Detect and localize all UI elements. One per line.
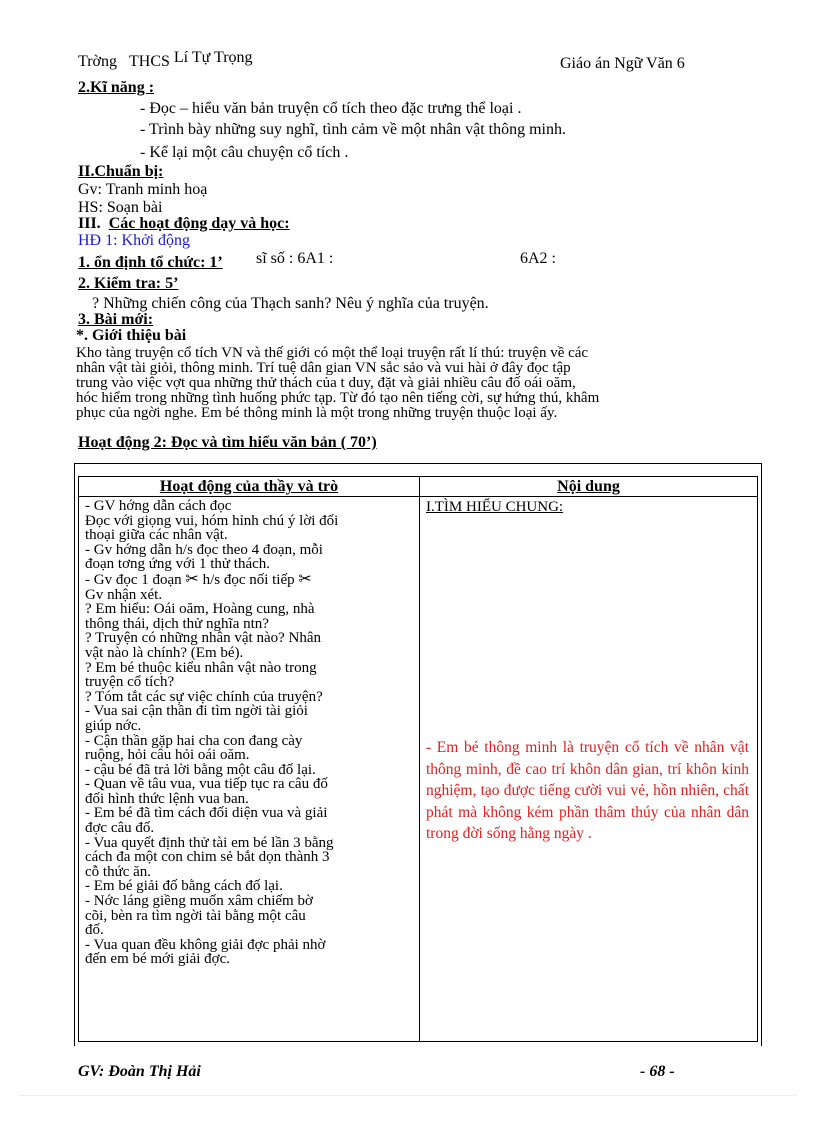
school-name xyxy=(78,49,253,71)
left-line: vật nào là chính? (Em bé). xyxy=(85,644,244,661)
left-line: đoạn tơng ứng với 1 thử thách. xyxy=(85,556,271,573)
skill-item-3: - Kể lại một câu chuyện cổ tích . xyxy=(140,144,349,161)
left-line: - Em bé giải đố bằng cách đố lại. xyxy=(85,878,283,895)
left-line: thoại giữa các nhân vật. xyxy=(85,527,228,544)
teacher-student-activities xyxy=(79,497,419,967)
left-line: cỗ thức ăn. xyxy=(85,863,152,880)
page-bottom-divider xyxy=(20,1095,796,1096)
prep-gv: Gv: Tranh minh hoạ xyxy=(78,181,208,198)
activities-heading-text: Các hoạt động dạy và học: xyxy=(108,215,290,232)
prep-hs: HS: Soạn bài xyxy=(78,199,163,216)
left-line-part: - Gv đọc 1 đoạn xyxy=(85,571,182,588)
left-line-part: h/s đọc nối tiếp xyxy=(202,571,295,588)
intro-line: phục của ngời nghe. Em bé thông minh là một trong những truyện thuộc loại ấy. xyxy=(76,405,558,421)
intro-line: nhân vật tài giỏi, thông minh. Trí tuệ dân gian VN sắc sảo và vui hài ở đây đọc tập xyxy=(76,360,571,376)
right-cell xyxy=(420,497,758,1042)
left-line: đợc câu đố. xyxy=(85,820,155,837)
col-header-activities: Hoạt động của thầy và trò xyxy=(79,477,420,497)
school-word-a: Trờng xyxy=(78,53,117,70)
left-line: - Vua sai cận thần đi tìm ngời tài giỏi xyxy=(85,703,308,720)
left-line: cách đa một con chim sẻ bắt dọn thành 3 xyxy=(85,849,330,866)
school-word-b: THCS xyxy=(129,53,170,70)
table-row xyxy=(79,497,758,1042)
plan-title: Giáo án Ngữ Văn 6 xyxy=(560,55,685,72)
left-line: đố. xyxy=(85,922,104,939)
section-heading-general: I.TÌM HIỂU CHUNG: xyxy=(426,499,564,515)
hd2-heading: Hoạt động 2: Đọc và tìm hiểu văn bản ( 70’) xyxy=(78,434,377,451)
skill-item-2: - Trình bày những suy nghĩ, tình cảm về một nhân vật thông minh. xyxy=(140,121,566,138)
left-line: - Quan về tâu vua, vua tiếp tục ra câu đố xyxy=(85,776,328,793)
skill-item-1: - Đọc – hiểu văn bản truyện cổ tích theo đặc trưng thể loại . xyxy=(140,100,522,117)
left-line: cõi, bèn ra tìm ngời tài bằng một câu xyxy=(85,907,306,924)
left-line: ? Em bé thuộc kiểu nhân vật nào trong xyxy=(85,659,317,676)
intro-line: trung vào việc vợt qua những thử thách của t duy, đặt và giải nhiều câu đố oái oăm, xyxy=(76,375,576,391)
left-line: - Vua quan đều không giải đợc phải nhờ xyxy=(85,936,326,953)
left-line: - Gv hớng dẫn h/s đọc theo 4 đoạn, mỗi xyxy=(85,541,323,558)
left-line: - Vua quyết định thử tài em bé lần 3 bằng xyxy=(85,834,334,851)
skills-heading: 2.Kĩ năng : xyxy=(78,79,155,96)
org-heading: 1. ổn định tổ chức: 1’ xyxy=(78,254,223,271)
activities-heading-num: III. xyxy=(78,215,101,232)
activity-table xyxy=(78,476,758,1042)
table-header-row xyxy=(79,477,758,497)
activities-heading xyxy=(78,215,290,233)
intro-line: Kho tàng truyện cổ tích VN và thế giới có một thể loại truyện rất lí thú: truyện về các xyxy=(76,345,589,361)
new-lesson-heading: 3. Bài mới: xyxy=(78,311,154,328)
footer-page-number: - 68 - xyxy=(640,1063,675,1080)
footer-teacher: GV: Đoàn Thị Hải xyxy=(78,1063,201,1080)
scissors-icon: ✂ xyxy=(185,568,199,588)
left-line: - Nớc láng giềng muốn xâm chiếm bờ xyxy=(85,893,313,910)
left-line: ? Truyện có những nhân vật nào? Nhân xyxy=(85,630,322,647)
left-line: đến em bé mới giải đợc. xyxy=(85,951,230,968)
left-line: Gv nhận xét. xyxy=(85,586,163,603)
intro-line: hóc hiểm trong những tình huống phức tạp. Từ đó tạo nên tiếng cời, sự hứng thú, khâm xyxy=(76,390,600,406)
siso-6a1: sĩ số : 6A1 : xyxy=(256,250,334,267)
left-line: - GV hớng dẫn cách đọc xyxy=(85,498,232,514)
prep-heading: II.Chuẩn bị: xyxy=(78,163,164,180)
scissors-icon: ✂ xyxy=(298,568,312,588)
left-line: truyện cổ tích? xyxy=(85,674,175,691)
left-line: ? Tóm tắt các sự việc chính của truyện? xyxy=(85,688,323,705)
left-line: - Em bé đã tìm cách đối diện vua và giải xyxy=(85,805,328,822)
left-line: giúp nớc. xyxy=(85,717,142,734)
left-line-scissors xyxy=(85,568,415,588)
hd1-label: HĐ 1: Khởi động xyxy=(78,232,191,249)
siso-6a2: 6A2 : xyxy=(520,250,556,267)
intro-paragraph xyxy=(76,346,752,421)
left-line: ? Em hiểu: Oái oăm, Hoàng cung, nhà xyxy=(85,601,315,618)
left-line: - cậu bé đã trả lời bằng một câu đố lại. xyxy=(85,761,316,778)
left-cell xyxy=(79,497,420,1042)
check-question: ? Những chiến công của Thạch sanh? Nêu ý nghĩa của truyện. xyxy=(92,295,489,312)
left-line: - Cận thần gặp hai cha con đang cày xyxy=(85,732,303,749)
check-heading: 2. Kiểm tra: 5’ xyxy=(78,275,179,292)
school-word-c: Lí Tự Trọng xyxy=(173,49,253,66)
summary-red-text: - Em bé thông minh là truyện cổ tích về nhân vật thông minh, đề cao trí khôn dân gian, trí khôn kinh nghiệm, tạo được tiếng cười vui vẻ, hồn nhiên, chất phát mà không kém phần thâm thúy của nhân dân trong đời sống hằng ngày . xyxy=(426,739,749,842)
left-line: ruộng, hỏi câu hỏi oái oăm. xyxy=(85,747,250,764)
col-header-content: Nội dung xyxy=(420,477,758,497)
left-line: đối hình thức lệnh vua ban. xyxy=(85,790,249,807)
left-line: thông thái, dịch thử nghĩa ntn? xyxy=(85,615,269,632)
left-line: Đọc với giọng vui, hóm hỉnh chú ý lời đối xyxy=(85,512,339,529)
intro-heading: *. Giới thiệu bài xyxy=(76,327,187,344)
